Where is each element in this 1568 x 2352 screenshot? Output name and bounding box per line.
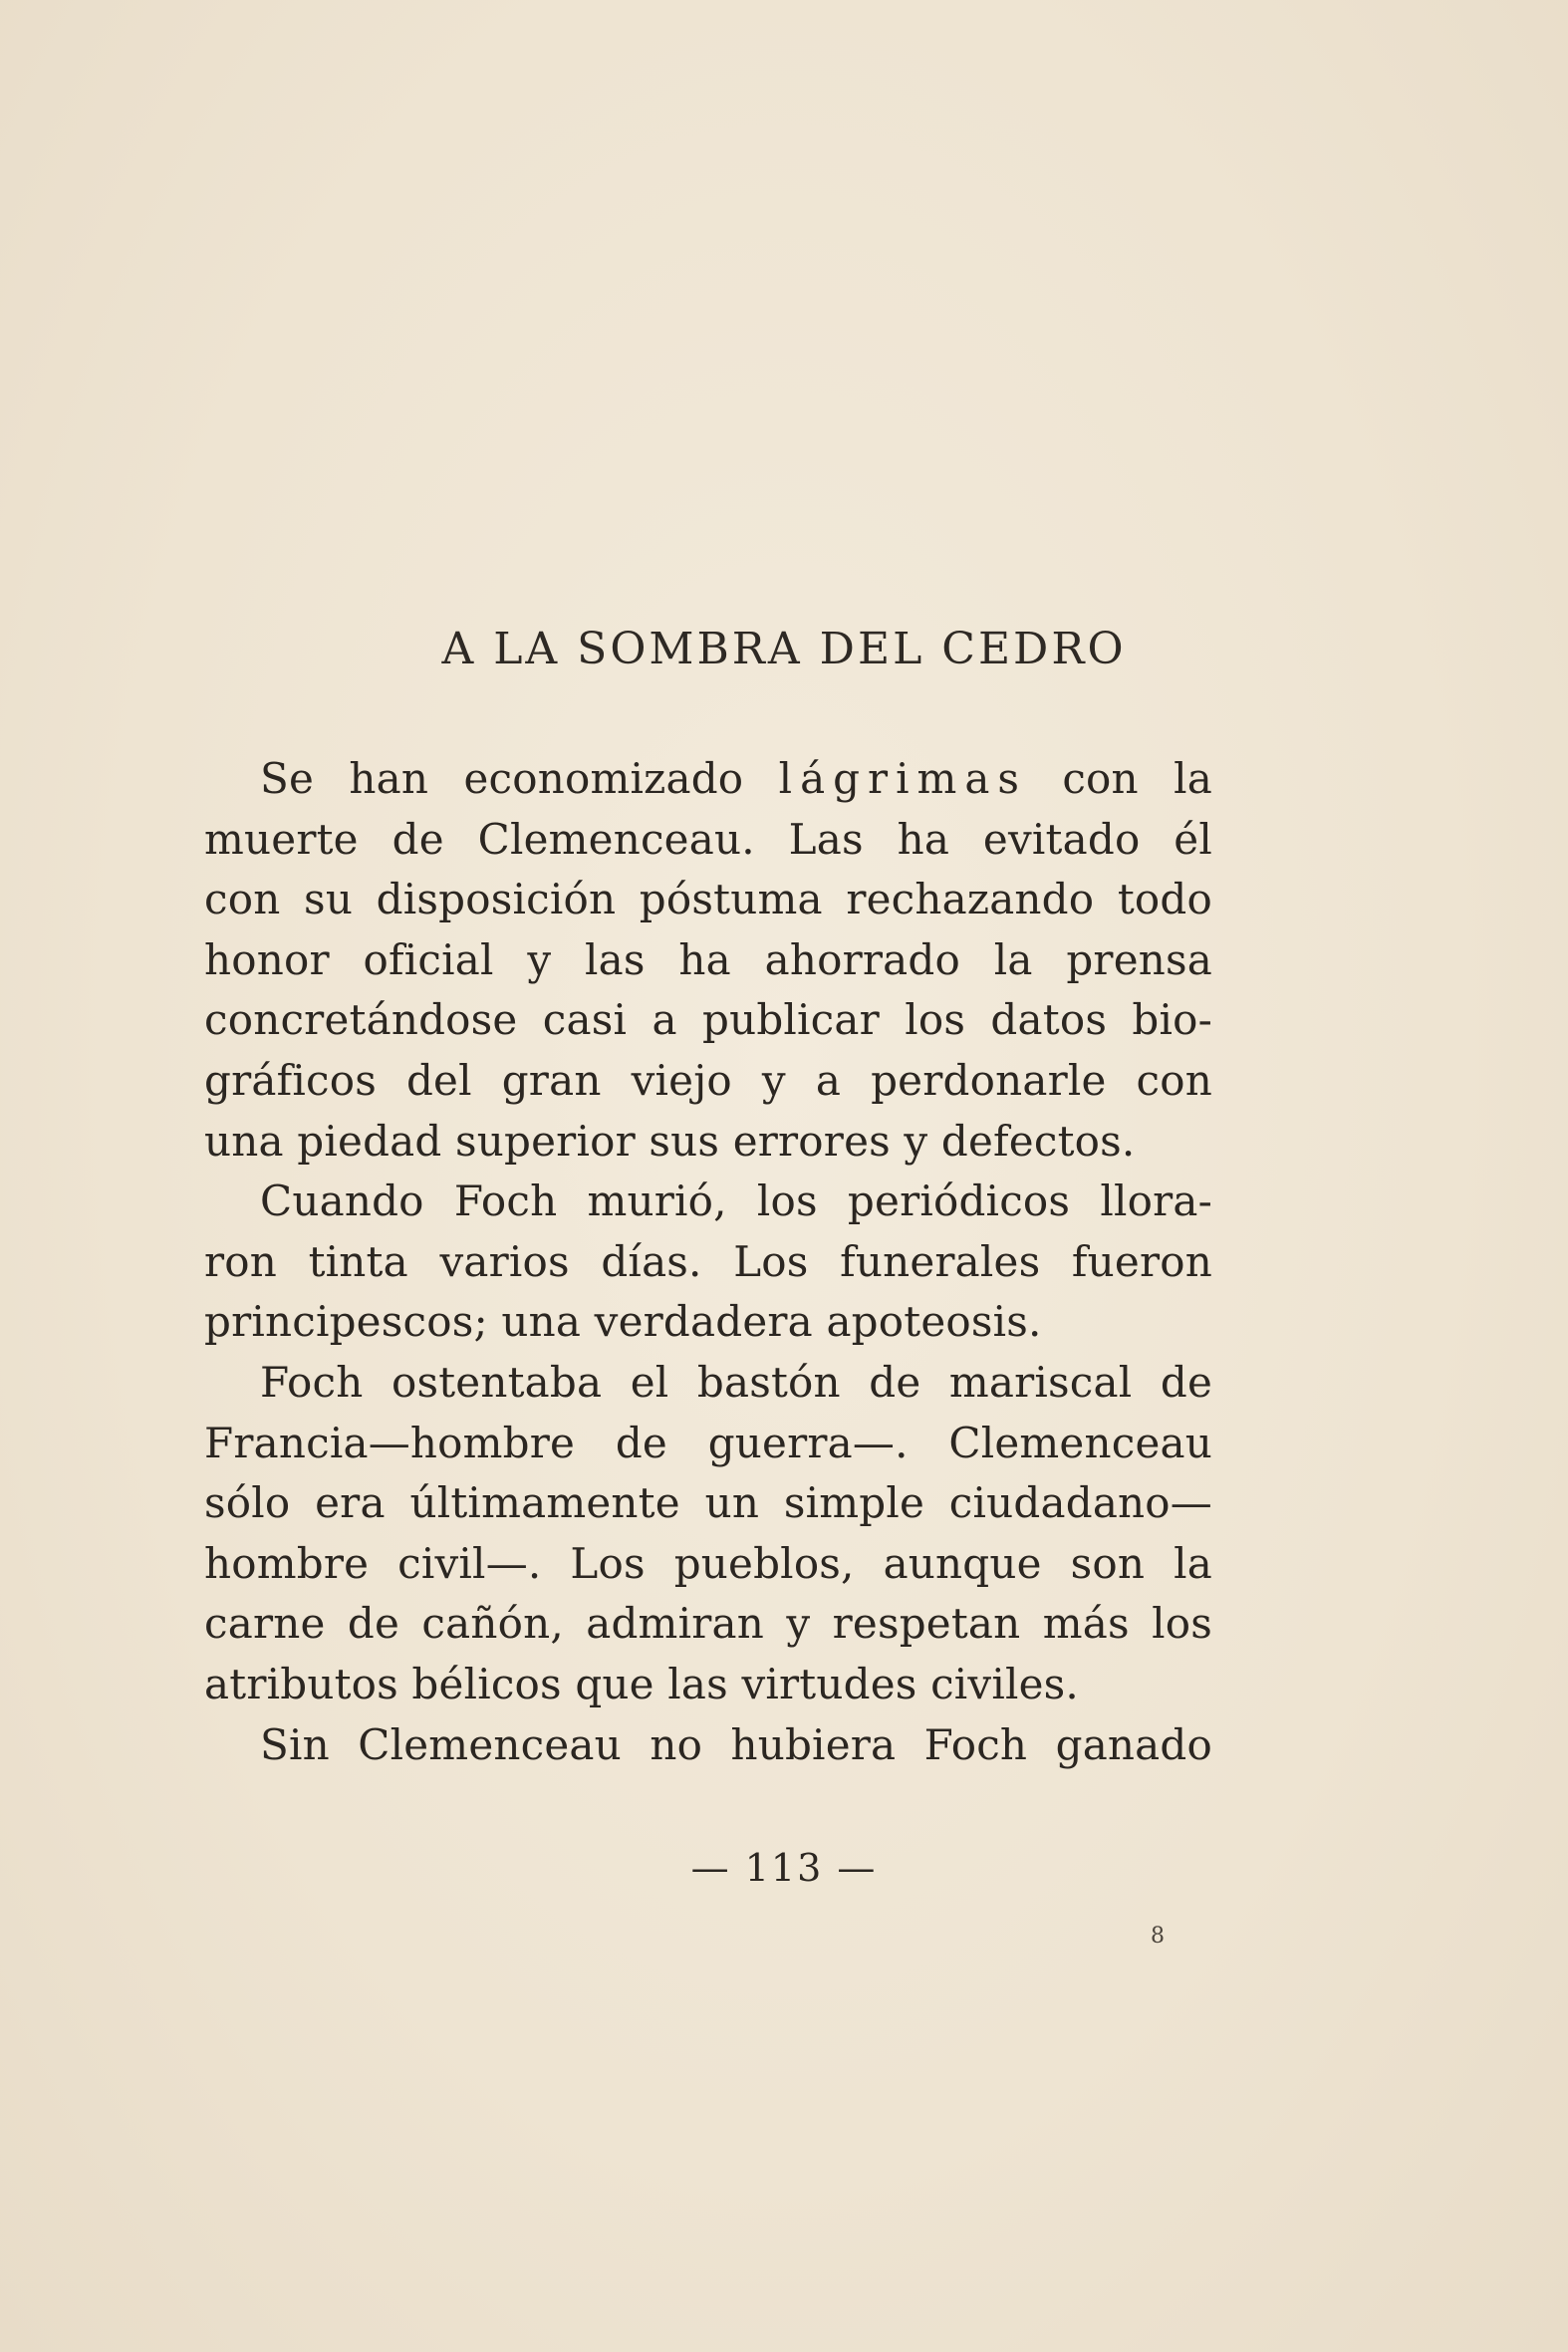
text-line: hombre civil—. Los pueblos, aunque son la	[204, 1538, 1212, 1588]
emphasized-word: lágrimas	[778, 754, 1027, 803]
signature-mark: 8	[1151, 1924, 1165, 1949]
text-line: principescos; una verdadera apoteosis.	[204, 1297, 1042, 1347]
text-segment: Se han economizado	[260, 754, 779, 803]
text-line: concretándose casi a publicar los datos bio-	[204, 995, 1212, 1045]
body-text	[204, 749, 1212, 1775]
text-line	[204, 749, 1212, 810]
chapter-title: A LA SOMBRA DEL CEDRO	[441, 624, 1127, 674]
text-line: con su disposición póstuma rechazando todo	[204, 875, 1212, 924]
text-line: Cuando Foch murió, los periódicos llora-	[260, 1176, 1212, 1226]
text-line: gráficos del gran viejo y a perdonarle con	[204, 1055, 1212, 1105]
text-line: Francia—hombre de guerra—. Clemenceau	[204, 1418, 1212, 1467]
text-line: una piedad superior sus errores y defectos.	[204, 1116, 1136, 1166]
text-line: Foch ostentaba el bastón de mariscal de	[260, 1357, 1212, 1407]
page-number: — 113 —	[690, 1846, 878, 1890]
text-line: muerte de Clemenceau. Las ha evitado él	[204, 814, 1212, 864]
text-line: atributos bélicos que las virtudes civiles.	[204, 1659, 1079, 1708]
text-line: ron tinta varios días. Los funerales fueron	[204, 1236, 1212, 1286]
text-line: sólo era últimamente un simple ciudadano—	[204, 1478, 1212, 1528]
text-line: honor oficial y las ha ahorrado la prensa	[204, 934, 1212, 984]
text-segment: con la	[1026, 754, 1213, 803]
text-line: Sin Clemenceau no hubiera Foch ganado	[260, 1719, 1212, 1769]
text-line: carne de cañón, admiran y respetan más los	[204, 1599, 1212, 1649]
